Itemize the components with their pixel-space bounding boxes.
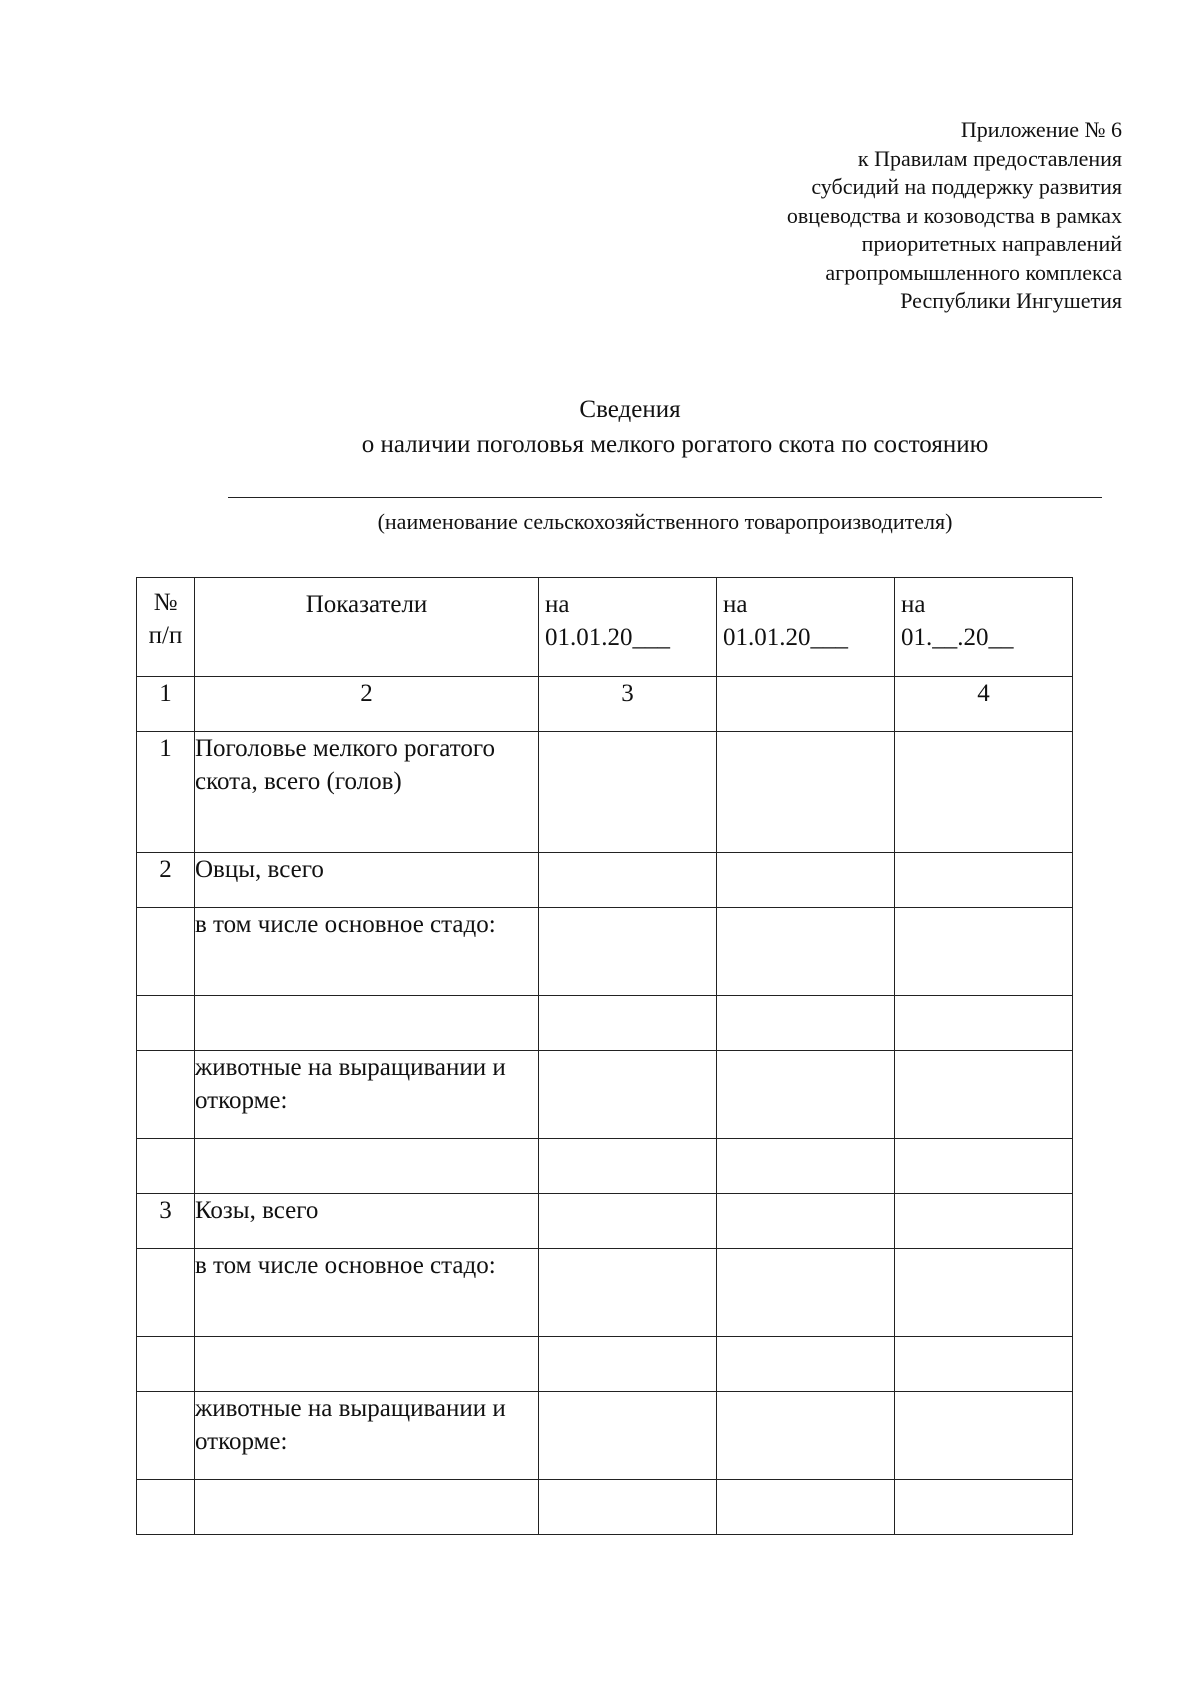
- row-number: 3: [137, 1194, 195, 1249]
- value-cell[interactable]: [895, 1392, 1073, 1480]
- value-cell[interactable]: [539, 1249, 717, 1337]
- value-cell[interactable]: [717, 1249, 895, 1337]
- table-row: [137, 1051, 1073, 1139]
- row-indicator: Козы, всего: [195, 1194, 539, 1249]
- appendix-line: овцеводства и козоводства в рамках: [786, 202, 1122, 228]
- row-indicator: животные на выращивании и откорме:: [195, 1051, 539, 1139]
- row-number: [137, 908, 195, 996]
- column-number: 2: [195, 677, 539, 732]
- document-subtitle-text: о наличии поголовья мелкого рогатого скота по состоянию: [361, 431, 989, 458]
- producer-name-line[interactable]: [228, 497, 1102, 498]
- row-indicator: в том числе основное стадо:: [195, 908, 539, 996]
- value-cell[interactable]: [717, 1337, 895, 1392]
- row-number: [137, 1139, 195, 1194]
- table-row: [137, 1194, 1073, 1249]
- document-subtitle: [70, 428, 1200, 462]
- value-cell[interactable]: [539, 1392, 717, 1480]
- row-number: [137, 1249, 195, 1337]
- row-number: [137, 1392, 195, 1480]
- appendix-line: Приложение № 6: [960, 117, 1122, 142]
- appendix-line: агропромышленного комплекса: [825, 259, 1122, 285]
- value-cell[interactable]: [895, 996, 1073, 1051]
- header-date-2: [717, 578, 895, 677]
- header-date-1-value: 01.01.20___: [545, 624, 670, 651]
- document-title: Сведения: [579, 396, 681, 423]
- table-header-row: [137, 578, 1073, 677]
- row-number: [137, 1051, 195, 1139]
- row-indicator[interactable]: [195, 1480, 539, 1535]
- value-cell[interactable]: [717, 1392, 895, 1480]
- value-cell[interactable]: [717, 908, 895, 996]
- value-cell[interactable]: [539, 732, 717, 853]
- value-cell[interactable]: [539, 1194, 717, 1249]
- header-date-2-value: 01.01.20___: [723, 624, 848, 651]
- appendix-line: Республики Ингушетия: [900, 288, 1122, 313]
- table-row: [137, 853, 1073, 908]
- value-cell[interactable]: [895, 908, 1073, 996]
- value-cell[interactable]: [895, 732, 1073, 853]
- value-cell[interactable]: [895, 1249, 1073, 1337]
- table-row: [137, 1392, 1073, 1480]
- row-number: [137, 1480, 195, 1535]
- value-cell[interactable]: [895, 853, 1073, 908]
- value-cell[interactable]: [539, 1480, 717, 1535]
- livestock-table: [136, 577, 1073, 1535]
- value-cell[interactable]: [539, 1051, 717, 1139]
- header-date-3-label: на: [901, 591, 926, 618]
- appendix-line: приоритетных направлений: [861, 231, 1122, 256]
- header-date-3-value: 01.__.20__: [901, 624, 1014, 651]
- header-num: [137, 578, 195, 677]
- row-indicator[interactable]: [195, 996, 539, 1051]
- value-cell[interactable]: [539, 908, 717, 996]
- value-cell[interactable]: [717, 1139, 895, 1194]
- header-date-1-label: на: [545, 591, 570, 618]
- header-date-2-label: на: [723, 591, 748, 618]
- table-row: [137, 908, 1073, 996]
- table-row: [137, 1139, 1073, 1194]
- header-indicator: Показатели: [195, 578, 539, 677]
- column-number: 3: [539, 677, 717, 732]
- row-indicator: в том числе основное стадо:: [195, 1249, 539, 1337]
- column-number: [717, 677, 895, 732]
- appendix-header: [602, 116, 1122, 316]
- value-cell[interactable]: [717, 1480, 895, 1535]
- table-row: [137, 732, 1073, 853]
- value-cell[interactable]: [717, 1194, 895, 1249]
- row-indicator: Овцы, всего: [195, 853, 539, 908]
- value-cell[interactable]: [717, 853, 895, 908]
- row-indicator: животные на выращивании и откорме:: [195, 1392, 539, 1480]
- table-row: [137, 1249, 1073, 1337]
- row-indicator[interactable]: [195, 1139, 539, 1194]
- row-indicator[interactable]: [195, 1337, 539, 1392]
- value-cell[interactable]: [895, 1139, 1073, 1194]
- header-date-3: [895, 578, 1073, 677]
- table-row: [137, 1480, 1073, 1535]
- table-row: [137, 996, 1073, 1051]
- value-cell[interactable]: [717, 732, 895, 853]
- row-number: 2: [137, 853, 195, 908]
- column-number-row: [137, 677, 1073, 732]
- column-number: 4: [895, 677, 1073, 732]
- value-cell[interactable]: [717, 1051, 895, 1139]
- appendix-line: к Правилам предоставления: [857, 145, 1122, 171]
- header-num-line2: п/п: [148, 622, 183, 649]
- value-cell[interactable]: [895, 1337, 1073, 1392]
- value-cell[interactable]: [895, 1480, 1073, 1535]
- value-cell[interactable]: [895, 1194, 1073, 1249]
- appendix-line: субсидий на поддержку развития: [811, 174, 1122, 199]
- row-number: 1: [137, 732, 195, 853]
- row-number: [137, 996, 195, 1051]
- value-cell[interactable]: [717, 996, 895, 1051]
- value-cell[interactable]: [895, 1051, 1073, 1139]
- value-cell[interactable]: [539, 1139, 717, 1194]
- value-cell[interactable]: [539, 996, 717, 1051]
- header-date-1: [539, 578, 717, 677]
- column-number: 1: [137, 677, 195, 732]
- producer-name-caption: (наименование сельскохозяйственного товаропроизводителя): [377, 509, 953, 534]
- table-row: [137, 1337, 1073, 1392]
- row-number: [137, 1337, 195, 1392]
- value-cell[interactable]: [539, 853, 717, 908]
- row-indicator: Поголовье мелкого рогатого скота, всего (голов): [195, 732, 539, 853]
- header-num-line1: №: [153, 589, 178, 616]
- value-cell[interactable]: [539, 1337, 717, 1392]
